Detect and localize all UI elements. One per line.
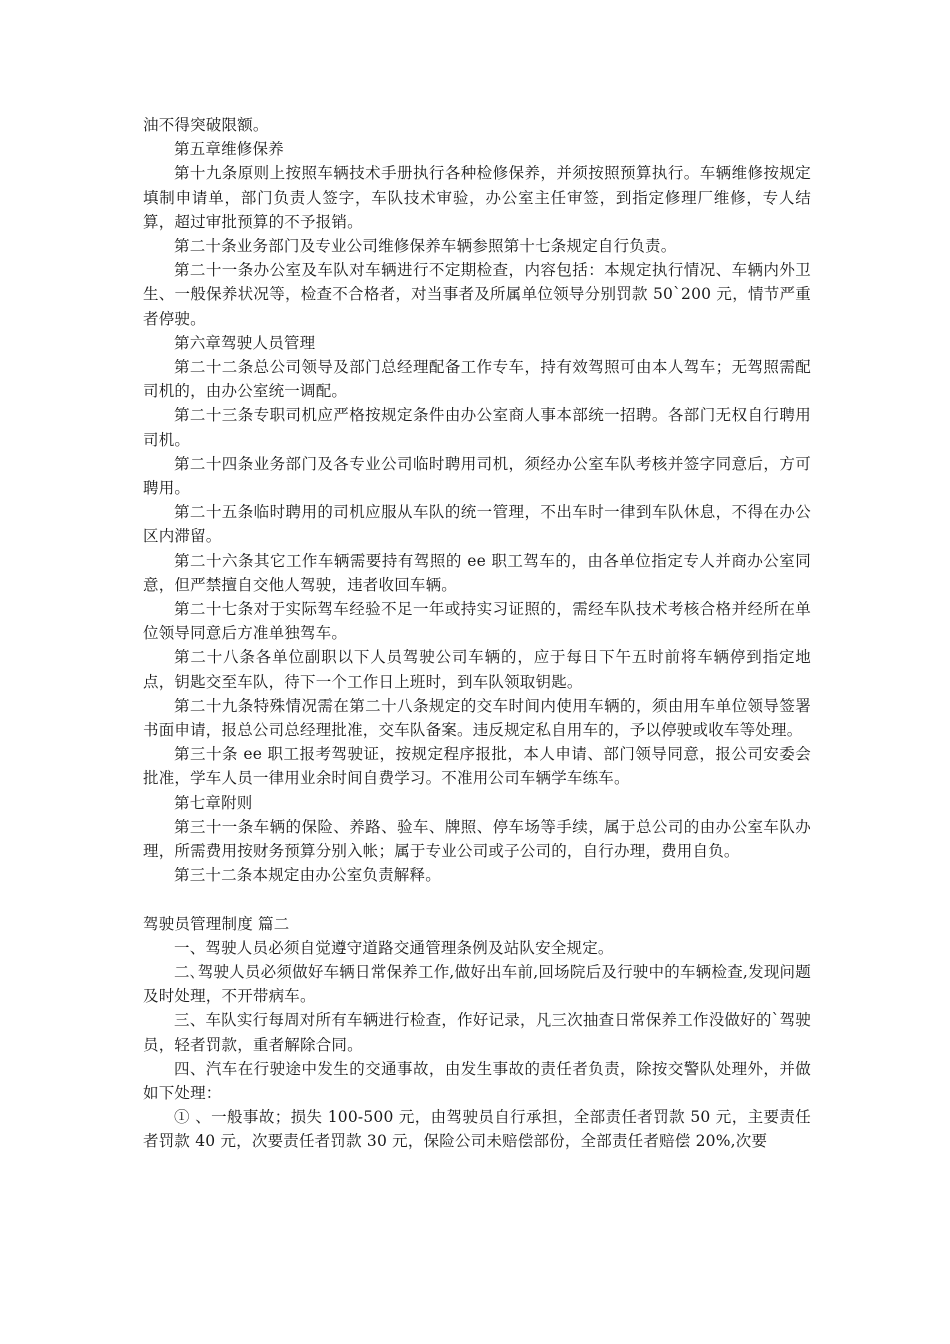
article-paragraph: 第三十一条车辆的保险、养路、验车、牌照、停车场等手续，属于总公司的由办公室车队办理，所需费用按财务预算分别入帐；属于专业公司或子公司的，自行办理，费用自负。 <box>143 817 811 861</box>
article-paragraph: 第二十七条对于实际驾车经验不足一年或持实习证照的，需经车队技术考核合格并经所在单位领导同意后方准单独驾车。 <box>143 600 811 643</box>
rule-paragraph: 四、汽车在行驶途中发生的交通事故，由发生事故的责任者负责，除按交警队处理外，并做如下处理： <box>143 1059 811 1102</box>
article-paragraph: 第二十六条其它工作车辆需要持有驾照的 ee 职工驾车的，由各单位指定专人并商办公室同意，但严禁擅自交他人驾驶，违者收回车辆。 <box>143 551 811 594</box>
chapter-heading: 第七章附则 <box>174 793 253 812</box>
rule-paragraph: 三、车队实行每周对所有车辆进行检查，作好记录，凡三次抽查日常保养工作没做好的`驾驶员，轻者罚款，重者解除合同。 <box>143 1011 811 1054</box>
article-paragraph: 第十九条原则上按照车辆技术手册执行各种检修保养，并须按照预算执行。车辆维修按规定填制申请单，部门负责人签字，车队技术审验，办公室主任审签，到指定修理厂维修，专人结算，超过审批预算的不予报销。 <box>143 164 811 231</box>
article-paragraph: 第三十条 ee 职工报考驾驶证，按规定程序报批，本人申请、部门领导同意，报公司安委会批准，学车人员一律用业余时间自费学习。不准用公司车辆学车练车。 <box>143 745 811 788</box>
article-paragraph: 第二十九条特殊情况需在第二十八条规定的交车时间内使用车辆的，须由用车单位领导签署书面申请，报总公司总经理批准，交车队备案。违反规定私自用车的，予以停驶或收车等处理。 <box>143 696 811 740</box>
article-paragraph: 第三十二条本规定由办公室负责解释。 <box>174 866 441 885</box>
article-paragraph: 第二十三条专职司机应严格按规定条件由办公室商人事本部统一招聘。各部门无权自行聘用司机。 <box>143 406 811 449</box>
section-title: 驾驶员管理制度 篇二 <box>143 914 290 933</box>
article-paragraph: 第二十一条办公室及车队对车辆进行不定期检查，内容包括：本规定执行情况、车辆内外卫生、一般保养状况等，检查不合格者，对当事者及所属单位领导分别罚款 50`200 元，情节严重者停驶。 <box>143 261 811 328</box>
article-paragraph: 第二十五条临时聘用的司机应服从车队的统一管理，不出车时一律到车队休息，不得在办公区内滞留。 <box>143 503 811 546</box>
chapter-heading: 第六章驾驶人员管理 <box>174 333 316 352</box>
article-paragraph: 第二十二条总公司领导及部门总经理配备工作专车，持有效驾照可由本人驾车；无驾照需配司机的，由办公室统一调配。 <box>143 358 811 401</box>
rule-paragraph: 二､驾驶人员必须做好车辆日常保养工作,做好出车前,回场院后及行驶中的车辆检查,发现问题及时处理，不开带病车。 <box>143 962 811 1006</box>
rule-paragraph: 一、驾驶人员必须自觉遵守道路交通管理条例及站队安全规定。 <box>174 938 614 957</box>
paragraph-continuation: 油不得突破限额。 <box>143 116 269 134</box>
article-paragraph: 第二十条业务部门及专业公司维修保养车辆参照第十七条规定自行负责。 <box>174 237 677 256</box>
section-spacer <box>143 888 811 912</box>
document-body <box>143 113 811 1154</box>
article-paragraph: 第二十四条业务部门及各专业公司临时聘用司机，须经办公室车队考核并签字同意后，方可聘用。 <box>143 454 811 498</box>
article-paragraph: 第二十八条各单位副职以下人员驾驶公司车辆的，应于每日下午五时前将车辆停到指定地点，钥匙交至车队，待下一个工作日上班时，到车队领取钥匙。 <box>143 648 811 691</box>
chapter-heading: 第五章维修保养 <box>174 140 284 159</box>
rule-paragraph: ① 、一般事故；损失 100-500 元，由驾驶员自行承担，全部责任者罚款 50 元，主要责任者罚款 40 元，次要责任者罚款 30 元，保险公司未赔偿部份，全部责任者赔偿 20%,次要 <box>143 1108 811 1151</box>
